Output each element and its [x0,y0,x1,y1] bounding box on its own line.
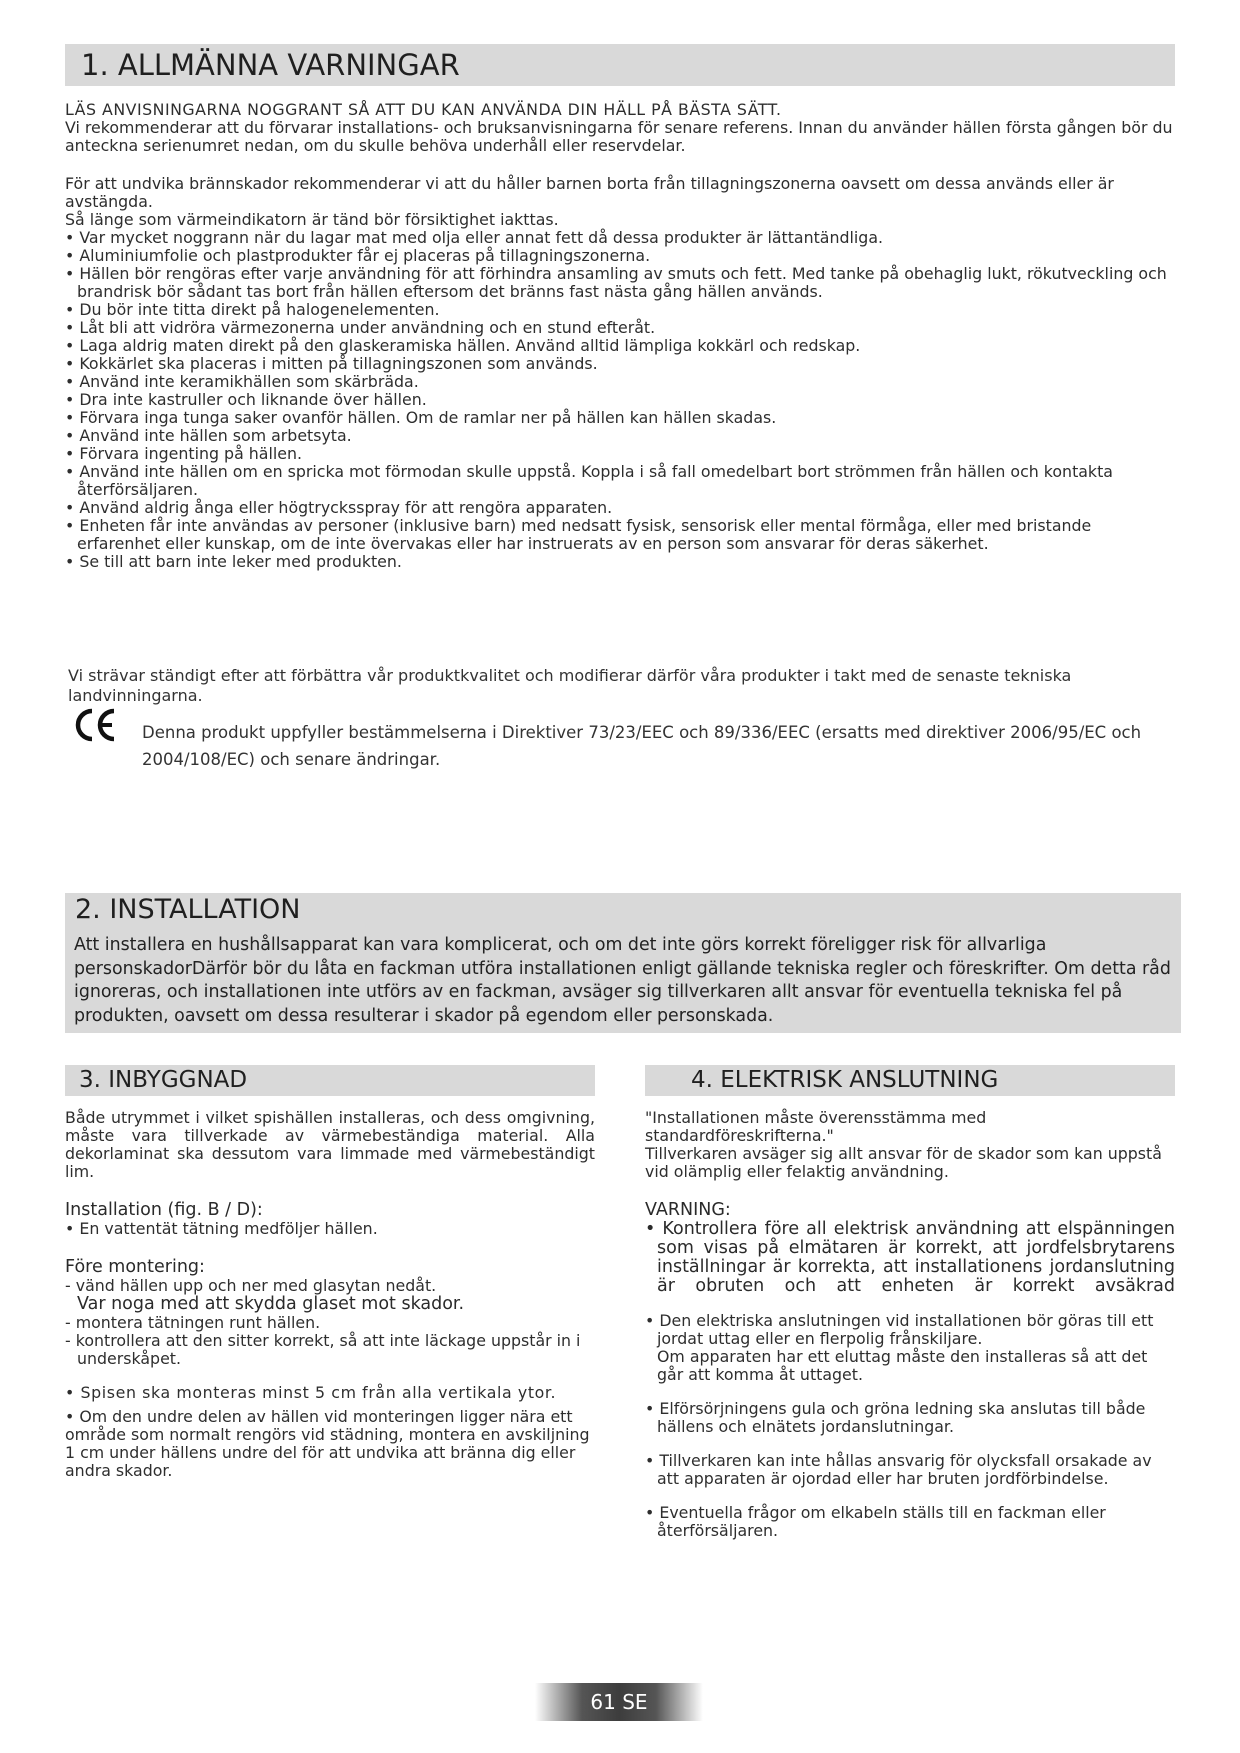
warning-bullet: • Hällen bör rengöras efter varje användning för att förhindra ansamling av smuts och fett. Med tanke på obehaglig lukt, rökutveckling och brandrisk bör sådant tas bort från hällen eftersom det bränns fast nästa gång hällen används. [65,264,1167,301]
warning-bullet-text: Använd inte keramikhällen som skärbräda. [79,372,419,391]
connection-bullet: • Den elektriska anslutningen vid installationen bör göras till ett jordat uttag eller en flerpolig frånskiljare. [645,1311,1154,1348]
warning-bullet-text: Använd inte hällen som arbetsyta. [79,426,352,445]
warning-bullet: • Du bör inte titta direkt på halogenelementen. [65,300,440,319]
distance-bullet-text: Spisen ska monteras minst 5 cm från alla vertikala ytor. [80,1383,557,1402]
installation-fig-heading: Installation (fig. B / D): [65,1200,263,1220]
materials-text: Både utrymmet i vilket spishällen installeras, och dess omgivning, måste vara tillverkade av värmebeständiga material. Alla dekorlaminat ska dessutom vara limmade med värmebeständigt lim. [65,1108,595,1181]
warning-bullet: • Förvara inga tunga saker ovanför hällen. Om de ramlar ner på hällen kan hällen skadas. [65,408,777,427]
warning-bullet-text: Laga aldrig maten direkt på den glaskeramiska hällen. Använd alltid lämpliga kokkärl och redskap. [79,336,861,355]
section-3-heading: 3. INBYGGNAD [65,1065,595,1096]
warning-bullet: • Kokkärlet ska placeras i mitten på tillagningszonen som används. [65,354,598,373]
dash-item-text: vänd hällen upp och ner med glasytan nedåt. [75,1276,437,1295]
installation-notice [65,927,1181,1033]
warning-bullet: • Aluminiumfolie och plastprodukter får ej placeras på tillagningszonerna. [65,246,651,265]
warning-bullet-text: Se till att barn inte leker med produkten. [79,552,402,571]
standards-quote: "Installationen måste överensstämma med standardföreskrifterna." [645,1108,987,1145]
section-2-heading: 2. INSTALLATION [65,893,1181,927]
warning-bullet-text: Förvara inga tunga saker ovanför hällen. Om de ramlar ner på hällen kan hällen skadas. [79,408,777,427]
burn-warning: För att undvika brännskador rekommenderar vi att du håller barnen borta från tillagningszonerna oavsett om dessa används eller är avstängda. [65,174,1114,211]
warning-bullet: • Låt bli att vidröra värmezonerna under användning och en stund efteråt. [65,318,656,337]
intro-text: Vi rekommenderar att du förvarar installations- och bruksanvisningarna för senare referens. Innan du använder hällen första gången bör du anteckna serienumret nedan, om du skulle behöva underhåll eller reservdelar. [65,118,1173,155]
indicator-warning: Så länge som värmeindikatorn är tänd bör försiktighet iakttas. [65,210,559,229]
glass-protect-note: Var noga med att skydda glaset mot skador. [77,1294,465,1314]
warning-bullet: • Använd inte keramikhällen som skärbräda. [65,372,419,391]
section-4-heading: 4. ELEKTRISK ANSLUTNING [645,1065,1175,1096]
section-4-body [645,1109,1175,1540]
dash-item: - montera tätningen runt hällen. [65,1313,321,1332]
warning-bullet: • Se till att barn inte leker med produkten. [65,552,402,571]
ce-mark-icon [72,706,118,744]
warning-bullet-text: Du bör inte titta direkt på halogenelementen. [79,300,440,319]
warning-bullet-text: Hällen bör rengöras efter varje användning för att förhindra ansamling av smuts och fett. Med tanke på obehaglig lukt, rökutveckling och brandrisk bör sådant tas bort från hällen eftersom det bränns fast nästa gång hällen används. [77,264,1167,301]
lower-part-bullet: • Om den undre delen av hällen vid monteringen ligger nära ett område som normalt rengörs vid städning, montera en avskiljning 1 cm under hällens undre del för att undvika att bränna dig eller andra skador. [65,1407,590,1480]
section-3-body [65,1109,595,1480]
warning-bullet-text: Aluminiumfolie och plastprodukter får ej placeras på tillagningszonerna. [79,246,651,265]
dash-item-text: kontrollera att den sitter korrekt, så att inte läckage uppstår in i underskåpet. [75,1331,581,1368]
cable-questions-bullet-text: Eventuella frågor om elkabeln ställs till en fackman eller återförsäljaren. [657,1503,1106,1540]
warning-heading: VARNING: [645,1200,731,1220]
dash-item-text: montera tätningen runt hällen. [75,1313,321,1332]
warning-bullet-text: Dra inte kastruller och liknande över hällen. [79,390,427,409]
connection-bullet-text: Den elektriska anslutningen vid installationen bör göras till ett jordat uttag eller en flerpolig frånskiljare. [657,1311,1154,1348]
lower-part-bullet-text: Om den undre delen av hällen vid monteringen ligger nära ett område som normalt rengörs vid städning, montera en avskiljning 1 cm under hällens undre del för att undvika att bränna dig eller andra skador. [65,1407,590,1480]
page-number: 61 SE [535,1683,703,1721]
warning-bullet: • Enheten får inte användas av personer (inklusive barn) med nedsatt fysisk, sensorisk eller mental förmåga, eller med bristande erfarenhet eller kunskap, om de inte övervakas eller har instruerats av en person som ansvarar för deras säkerhet. [65,516,1092,553]
warning-list [65,229,1175,571]
seal-bullet: • En vattentät tätning medföljer hällen. [65,1219,378,1238]
liability-disclaimer: Tillverkaren avsäger sig allt ansvar för de skador som kan uppstå vid olämplig eller felaktig användning. [645,1144,1162,1181]
warning-bullet: • Använd inte hällen om en spricka mot förmodan skulle uppstå. Koppla i så fall omedelbart bort strömmen från hällen och kontakta återförsäljaren. [65,462,1113,499]
section-1-body [65,101,1175,571]
warning-bullet-text: Kontrollera före all elektrisk användning att elspänningen som visas på elmätaren är korrekt, att jordfelsbrytarens inställningar är korrekta, att installationens jordanslutning är obruten och att enheten är korrekt avsäkrad [657,1219,1175,1296]
earth-wire-bullet: • Elförsörjningens gula och gröna ledning ska anslutas till både hällens och elnätets jordanslutningar. [645,1399,1146,1436]
warning-bullet-text: Kokkärlet ska placeras i mitten på tillagningszonen som används. [79,354,598,373]
intro-caps: LÄS ANVISNINGARNA NOGGRANT SÅ ATT DU KAN ANVÄNDA DIN HÄLL PÅ BÄSTA SÄTT. [65,100,782,119]
warning-bullet-text: Använd aldrig ånga eller högtrycksspray för att rengöra apparaten. [79,498,613,517]
section-1-heading: 1. ALLMÄNNA VARNINGAR [65,44,1175,86]
seal-bullet-text: En vattentät tätning medföljer hällen. [79,1219,378,1238]
pre-mount-heading: Före montering: [65,1257,205,1277]
warning-bullet-text: Var mycket noggrann när du lagar mat med olja eller annat fett då dessa produkter är lättantändliga. [79,228,884,247]
warning-bullet-text: Förvara ingenting på hällen. [79,444,303,463]
warning-bullet: • Använd inte hällen som arbetsyta. [65,426,352,445]
warning-bullet-text: Enheten får inte användas av personer (inklusive barn) med nedsatt fysisk, sensorisk eller mental förmåga, eller med bristande erfarenhet eller kunskap, om de inte övervakas eller har instruerats av en person som ansvarar för deras säkerhet. [77,516,1092,553]
warning-bullet: • Använd aldrig ånga eller högtrycksspray för att rengöra apparaten. [65,498,613,517]
dash-item: - vänd hällen upp och ner med glasytan nedåt. [65,1276,437,1295]
quality-statement: Vi strävar ständigt efter att förbättra vår produktkvalitet och modifierar därför våra produkter i takt med de senaste tekniska landvinningarna. [68,666,1072,705]
installation-text: Att installera en hushållsapparat kan vara komplicerat, och om det inte görs korrekt föreligger risk för allvarliga personskadorDärför bör du låta en fackman utföra installationen enligt gällande tekniska regler och föreskrifter. Om detta råd ignoreras, och installationen inte utförs av en fackman, avsäger sig tillverkaren allt ansvar för eventuella tekniska fel på produkten, oavsett om dessa resulterar i skador på egendom eller personskada. [74,935,1171,1026]
cable-questions-bullet: • Eventuella frågor om elkabeln ställs till en fackman eller återförsäljaren. [645,1503,1106,1540]
earthing-liability-bullet: • Tillverkaren kan inte hållas ansvarig för olycksfall orsakade av att apparaten är ojordad eller har bruten jordförbindelse. [645,1451,1152,1488]
warning-bullet: • Laga aldrig maten direkt på den glaskeramiska hällen. Använd alltid lämpliga kokkärl och redskap. [65,336,861,355]
dash-item: - kontrollera att den sitter korrekt, så att inte läckage uppstår in i underskåpet. [65,1331,581,1368]
warning-bullet: • Dra inte kastruller och liknande över hällen. [65,390,427,409]
ce-compliance-text: Denna produkt uppfyller bestämmelserna i Direktiver 73/23/EEC och 89/336/EEC (ersatts med direktiver 2006/95/EC och 2004/108/EC) och senare ändringar. [142,722,1142,769]
earth-wire-bullet-text: Elförsörjningens gula och gröna ledning ska anslutas till både hällens och elnätets jordanslutningar. [657,1399,1146,1436]
earthing-liability-bullet-text: Tillverkaren kan inte hållas ansvarig för olycksfall orsakade av att apparaten är ojordad eller har bruten jordförbindelse. [657,1451,1152,1488]
socket-note: Om apparaten har ett eluttag måste den installeras så att det går att komma åt uttaget. [657,1347,1148,1384]
warning-bullet-text: Använd inte hällen om en spricka mot förmodan skulle uppstå. Koppla i så fall omedelbart bort strömmen från hällen och kontakta återförsäljaren. [77,462,1113,499]
warning-bullet: • Förvara ingenting på hällen. [65,444,303,463]
warning-bullet-text: Låt bli att vidröra värmezonerna under användning och en stund efteråt. [79,318,656,337]
warning-bullet: • Kontrollera före all elektrisk användning att elspänningen som visas på elmätaren är korrekt, att jordfelsbrytarens inställningar är korrekta, att installationens jordanslutning är obruten och att enheten är korrekt avsäkrad [645,1219,1175,1296]
warning-bullet: • Var mycket noggrann när du lagar mat med olja eller annat fett då dessa produkter är lättantändliga. [65,228,884,247]
distance-bullet: • Spisen ska monteras minst 5 cm från alla vertikala ytor. [65,1383,557,1402]
